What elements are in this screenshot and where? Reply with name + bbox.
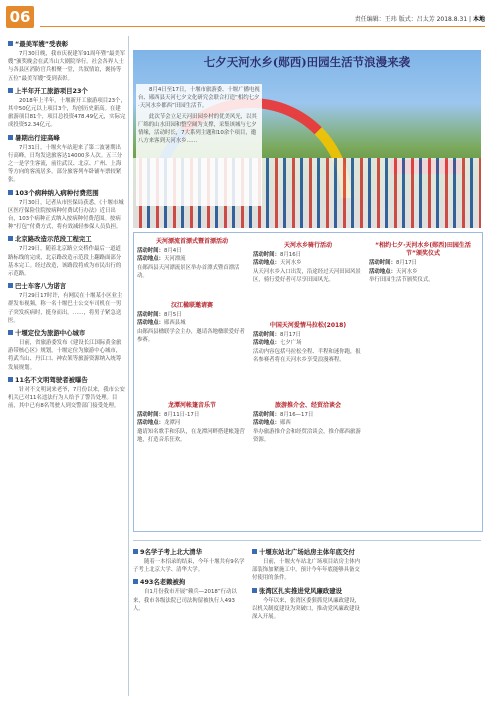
column-divider xyxy=(128,36,129,696)
brief-title: 张湾区扎实推进党风廉政建设 xyxy=(259,586,343,595)
brief-text: 7月29日，随着北京路立交桥作最后一道道路标线的完成，北京路改造示范段上翻路面部分基本完工。经过改造，该路段将成为市民出行的示范路。 xyxy=(8,246,122,278)
brief-title: 493名老赖被拘 xyxy=(140,578,186,587)
event-desc: 由郧西县楹联学会主办，邀请各地楹联爱好者参赛。 xyxy=(137,328,245,343)
brief-title: 十堰定位为旅游中心城市 xyxy=(15,329,86,338)
event-card: 汉江楹联邀请赛 活动时间：8月5日 活动地点：郧西县城 由郧西县楹联学会主办，邀请各地楹联爱好者参赛。 xyxy=(137,300,247,344)
brief-text: 7月31日，十堰火车站迎来了第二波暑期出行高峰，日均发送旅客达14000多人次。五三分之一是学生客流，前往武汉、北京、广州、上海等方向的客流居多，部分旅客列车卧铺车票较紧张。 xyxy=(8,144,123,184)
brief-text: 2018年上半年，十堰新开工旅游项目23个，其中50亿元以上项目3个，均创历史新高。在建旅游项目81个，项目总投资478.49亿元，实际完成投资52.34亿元。 xyxy=(8,97,126,129)
brief-title: 北京路改造示范段工程完工 xyxy=(15,235,92,244)
event-title: 天河水乡骑行活动 xyxy=(283,242,332,249)
event-place: 天河水乡 xyxy=(279,260,302,267)
brief xyxy=(8,235,126,278)
left-column xyxy=(8,36,126,696)
brief xyxy=(8,134,126,185)
brief-text: 随着一本招录的结束，今年十堰共有9名学子考上北京大学、清华大学。 xyxy=(133,559,245,574)
event-time: 8月16日 xyxy=(279,252,302,259)
brief-text: 自1月份我市开展“赖兵—2018”行动以来，我市各级法院已司法拘留被执行人493人。 xyxy=(133,589,237,612)
event-desc: 从天河水乡入口出发，沿途经过天河田园风景区，骑行爱好者可尽享田园风光。 xyxy=(253,268,361,283)
event-time: 8月17日 xyxy=(279,332,302,339)
brief xyxy=(8,282,126,325)
brief-text: 针对不文明词来老爷，7月份以来，我市公安机关已对11名违法行为人给予了警告处理。目前，其中已有8名驾驶人到交警部门接受处理。 xyxy=(8,386,125,410)
event-title: 天河漂流首漂式暨首漂活动 xyxy=(155,238,228,245)
event-title: “相约七夕·天河水乡(郧西)田园生活节”颁奖仪式 xyxy=(375,242,471,258)
brief xyxy=(8,40,126,83)
event-time: 8月17日 xyxy=(395,260,418,267)
event-desc: 邀请知名歌手和乐队，在龙潭河畔搭建帐篷营地，打造音乐狂欢。 xyxy=(137,428,245,443)
event-title: 中国天河爱情马拉松(2018) xyxy=(269,322,347,329)
brief-text: 日前，十堰火车站北广场项目站房主体内部装饰加紧施工中，预计今年年底能够具备交付使用的条件。 xyxy=(252,559,361,582)
header-info: 责任编辑：王玮 版式：吕太芳 2018.8.31 | 本地 xyxy=(354,16,485,23)
event-time: 8月5日 xyxy=(163,312,182,319)
event-card: 天河漂流首漂式暨首漂活动 活动时间：8月4日 活动地点：天河漂流 在郧西县天河漂流景区举办首漂式暨首漂活动。 xyxy=(137,236,247,280)
event-card: 龙潭河帐篷音乐节 活动时间：8月11日-17日 活动地点：龙潭河 邀请知名歌手和乐队，在龙潭河畔搭建帐篷营地，打造音乐狂欢。 xyxy=(137,400,247,444)
brief-title: 11名不文明驾驶者被曝告 xyxy=(15,375,88,384)
brief-title: 巴士车客八为诺言 xyxy=(15,282,67,291)
event-desc: 举行田园生活节颁奖仪式。 xyxy=(369,276,434,283)
event-place: 天河水乡 xyxy=(395,268,418,275)
brief-text: 今年以来，张湾区委狠抓党风廉政建设，以机关制度建设为突破口，推动党风廉政建设深入开展。 xyxy=(252,597,361,621)
event-desc: 活动内容包括马拉松全程、半程和迷你跑，报名参赛者将在天河水乡享受浪漫赛程。 xyxy=(253,348,361,363)
header-editor: 责任编辑：王玮 版式：吕太芳 2018.8.31 xyxy=(354,16,468,23)
event-time: 8月11日-17日 xyxy=(163,412,200,419)
brief-text: 7月30日晚，我市庆祝建军91周年暨“最美军嫂”颁奖晚会在武当山大剧院举行。社会各界人士与各县区消防官兵相聚一堂，共叙情谊，褒扬等五位“最美军嫂”受到表彰。 xyxy=(8,51,126,82)
event-place: 郧西县城 xyxy=(163,320,186,327)
bottom-col-2 xyxy=(252,544,364,694)
brief-title: 上半年开工旅游项目23个 xyxy=(15,86,88,95)
bottom-divider xyxy=(133,540,481,541)
intro-text xyxy=(136,84,262,206)
event-place: 天河漂流 xyxy=(163,256,186,263)
event-place: 郧西 xyxy=(279,420,291,427)
event-time: 8月16—17日 xyxy=(279,412,314,419)
brief-text: 7月30日，记者从市医保局获悉，《十堰市城区医疗保险住院按病种付费试行办法》近日出台，103个病种正式纳入按病种付费范围。按病种“打包”付费方式，将有效减轻参保人员负担。 xyxy=(8,199,124,231)
header-section: 本地 xyxy=(472,16,485,23)
brief xyxy=(8,329,126,372)
event-desc: 在郧西县天河漂流景区举办首漂式暨首漂活动。 xyxy=(137,264,240,279)
intro-para: 8月4日至17日，十堰市旅游委、十堰广播电视台、郧西县天河七夕文化研究会联合打造“相约七夕·天河水乡都西”田园生活节。 xyxy=(138,87,260,110)
brief-text: 7月29日17时许，有网民在十堰某小区业主群发布视频，称一名十堰巴士公交车司机在一男子突发疾病时，挺身而出。……，将男子紧急送医。 xyxy=(8,293,123,324)
event-desc: 举办旅游推介会和经贸洽谈会，推介郧西旅游资源。 xyxy=(253,428,361,443)
brief xyxy=(8,376,126,411)
event-title: 龙潭河帐篷音乐节 xyxy=(167,402,216,409)
brief-title: “最美军嫂”受表彰 xyxy=(15,40,69,48)
brief-title: 十堰东站北广场站房主体年底交付 xyxy=(259,548,355,556)
event-card: 天河水乡骑行活动 活动时间：8月16日 活动地点：天河水乡 从天河水乡入口出发，沿途经过天河田园风景区，骑行爱好者可尽享田园风光。 xyxy=(253,240,363,284)
brief-text: 日前，省旅游委发布《建设长江国际黄金旅游带核心区》规划，十堰定位为旅游中心城市，将武当山、丹江口、神农架等旅游资源纳入统筹发展规划。 xyxy=(8,340,122,371)
headline: 七夕天河水乡(郧西)田园生活节浪漫来袭 xyxy=(203,55,411,69)
event-card: “相约七夕·天河水乡(郧西)田园生活节”颁奖仪式 活动时间：8月17日 活动地点：天河水乡 举行田园生活节颁奖仪式。 xyxy=(369,240,477,284)
page-number: 06 xyxy=(6,6,34,28)
intro-para: 此次节会立足天河田园乡村的优美风光，以其厂绵的山水田园和整空阔为支撑，采集该城与七夕情缘，活动时长，7大系列主题和10余个项目，邀八方来客到天河水乡…… xyxy=(138,113,257,145)
event-card: 中国天河爱情马拉松(2018) 活动时间：8月17日 活动地点：七夕广场 活动内容包括马拉松全程、半程和迷你跑，报名参赛者将在天河水乡享受浪漫赛程。 xyxy=(253,320,363,364)
event-title: 旅游推介会、经贸洽谈会 xyxy=(274,402,341,409)
event-place: 龙潭河 xyxy=(163,420,181,427)
brief xyxy=(8,87,126,130)
brief xyxy=(8,189,126,232)
event-place: 七夕广场 xyxy=(279,340,302,347)
bottom-col-1 xyxy=(133,544,245,694)
header-rule xyxy=(40,26,485,27)
brief-title: 9名学子考上北大清华 xyxy=(140,548,202,556)
brief-title: 103个病种纳入病种付费范围 xyxy=(15,188,99,197)
event-time: 8月4日 xyxy=(163,248,182,255)
event-card: 旅游推介会、经贸洽谈会 活动时间：8月16—17日 活动地点：郧西 举办旅游推介会和经贸洽谈会，推介郧西旅游资源。 xyxy=(253,400,363,444)
event-title: 汉江楹联邀请赛 xyxy=(170,302,213,309)
brief-title: 暑期出行迎高峰 xyxy=(15,133,60,142)
